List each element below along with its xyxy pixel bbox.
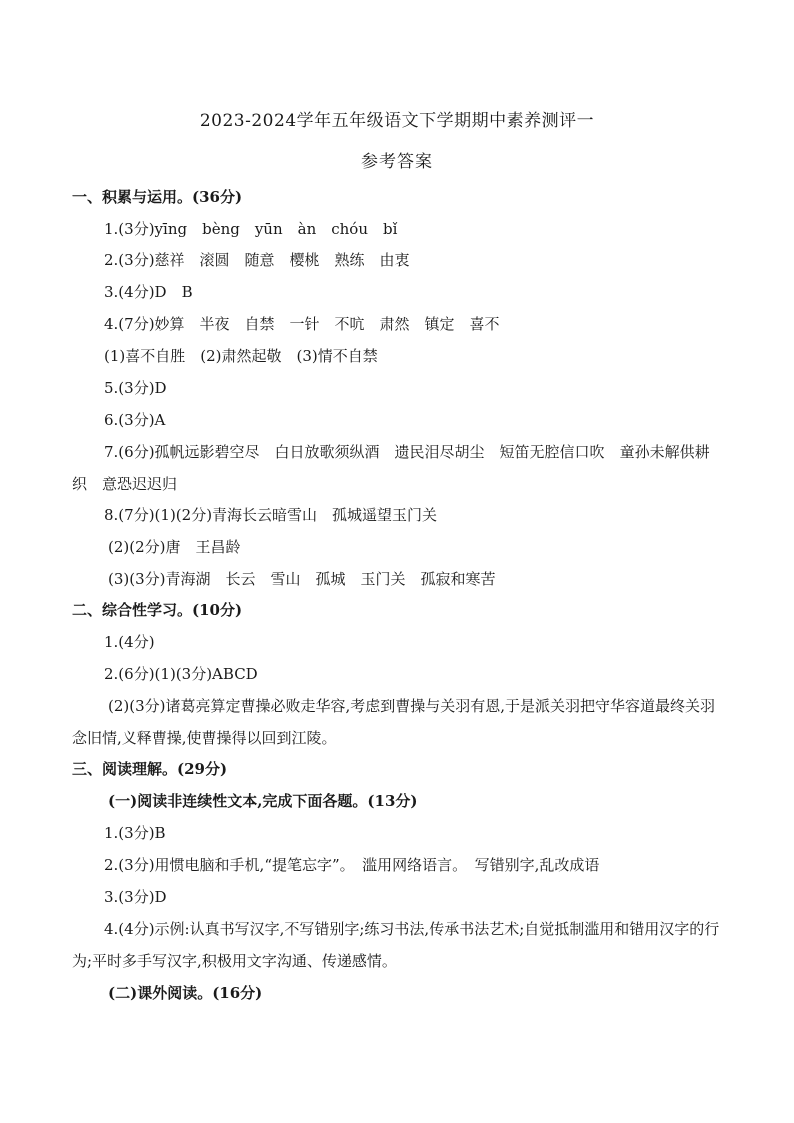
sec1-answer-5: 5.(3分)D	[104, 379, 167, 397]
sec3-answer-1: 1.(3分)B	[104, 824, 166, 842]
page-subtitle: 参考答案	[361, 152, 433, 172]
sec1-answer-2: 2.(3分)慈祥 滚圆 随意 樱桃 熟练 由衷	[104, 251, 410, 269]
sec3-answer-2: 2.(3分)用惯电脑和手机,“提笔忘字”。 滥用网络语言。 写错别字,乱改成语	[104, 856, 600, 874]
sec1-answer-6: 6.(3分)A	[104, 411, 166, 429]
sec1-answer-4: 4.(7分)妙算 半夜 自禁 一针 不吭 肃然 镇定 喜不	[104, 315, 500, 333]
sec2-answer-1: 1.(4分)	[104, 633, 155, 651]
sec2-answer-2-part2: (2)(3分)诸葛亮算定曹操必败走华容,考虑到曹操与关羽有恩,于是派关羽把守华容道最终关羽念旧情,义释曹操,使曹操得以回到江陵。	[72, 697, 716, 747]
sec1-answer-1: 1.(3分)yīng bèng yūn àn chóu bǐ	[104, 220, 398, 238]
sec3-answer-4: 4.(4分)示例:认真书写汉字,不写错别字;练习书法,传承书法艺术;自觉抵制滥用和错用汉字的行为;平时多手写汉字,积极用文字沟通、传递感情。	[72, 920, 720, 970]
sec1-answer-4-sub: (1)喜不自胜 (2)肃然起敬 (3)情不自禁	[104, 347, 378, 365]
section-3-heading: 三、阅读理解。(29分)	[72, 760, 228, 778]
sec1-answer-8: 8.(7分)(1)(2分)青海长云暗雪山 孤城遥望玉门关	[104, 506, 438, 524]
section-1-heading: 一、积累与运用。(36分)	[72, 188, 243, 206]
page-title: 2023-2024学年五年级语文下学期期中素养测评一	[199, 111, 595, 131]
sec1-answer-3: 3.(4分)D B	[104, 283, 193, 301]
section-2-heading: 二、综合性学习。(10分)	[72, 601, 243, 619]
sec1-answer-8-part2: (2)(2分)唐 王昌龄	[108, 538, 241, 556]
sec1-answer-7: 7.(6分)孤帆远影碧空尽 白日放歌须纵酒 遗民泪尽胡尘 短笛无腔信口吹 童孙未解供耕织 意恐迟迟归	[72, 443, 710, 493]
sec2-answer-2: 2.(6分)(1)(3分)ABCD	[104, 665, 258, 683]
sec3-part-2-heading: (二)课外阅读。(16分)	[108, 984, 263, 1002]
sec3-answer-3: 3.(3分)D	[104, 888, 167, 906]
sec1-answer-8-part3: (3)(3分)青海湖 长云 雪山 孤城 玉门关 孤寂和寒苦	[108, 570, 496, 588]
sec3-part-1-heading: (一)阅读非连续性文本,完成下面各题。(13分)	[108, 792, 418, 810]
